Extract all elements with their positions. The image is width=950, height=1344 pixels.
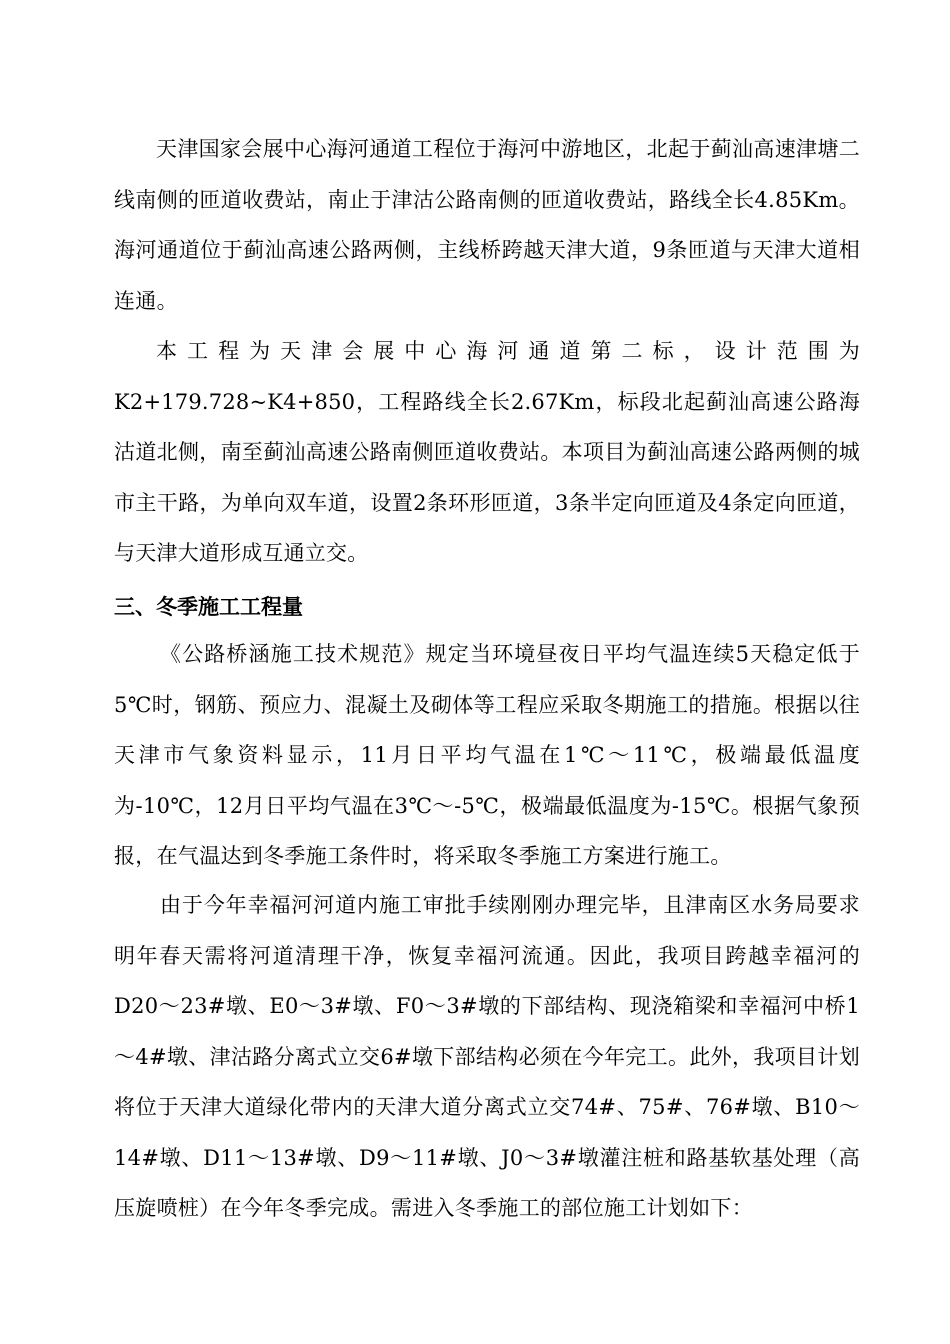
project-scope-paragraph: 本工程为天津会展中心海河通道第二标，设计范围为K2+179.728~K4+850，工程路线全长2.67Km，标段北起蓟汕高速公路海沽道北侧，南至蓟汕高速公路南侧匝道收费站。本项目为蓟汕高速公路两侧的城市主干路，为单向双车道，设置2条环形匝道，3条半定向匝道及4条定向匝道，与天津大道形成互通立交。: [114, 339, 860, 565]
section-heading: 三、冬季施工工程量: [114, 595, 303, 619]
winter-plan-paragraph: 由于今年幸福河河道内施工审批手续刚刚办理完毕，且津南区水务局要求明年春天需将河道清理干净，恢复幸福河流通。因此，我项目跨越幸福河的D20～23#墩、E0～3#墩、F0～3#墩的下部结构、现浇箱梁和幸福河中桥1～4#墩、津沽路分离式立交6#墩下部结构必须在今年完工。此外，我项目计划将位于天津大道绿化带内的天津大道分离式立交74#、75#、76#墩、B10～14#墩、D11～13#墩、D9～11#墩、J0～3#墩灌注桩和路基软基处理（高压旋喷桩）在今年冬季完成。需进入冬季施工的部位施工计划如下：: [114, 893, 860, 1220]
winter-standard-paragraph: 《公路桥涵施工技术规范》规定当环境昼夜日平均气温连续5天稳定低于5℃时，钢筋、预应力、混凝土及砌体等工程应采取冬期施工的措施。根据以往天津市气象资料显示，11月日平均气温在1℃～11℃，极端最低温度为-10℃，12月日平均气温在3℃～-5℃，极端最低温度为-15℃。根据气象预报，在气温达到冬季施工条件时，将采取冬季施工方案进行施工。: [114, 642, 860, 868]
project-overview-paragraph: 天津国家会展中心海河通道工程位于海河中游地区，北起于蓟汕高速津塘二线南侧的匝道收费站，南止于津沽公路南侧的匝道收费站，路线全长4.85Km。海河通道位于蓟汕高速公路两侧，主线桥跨越天津大道，9条匝道与天津大道相连通。: [114, 137, 860, 313]
